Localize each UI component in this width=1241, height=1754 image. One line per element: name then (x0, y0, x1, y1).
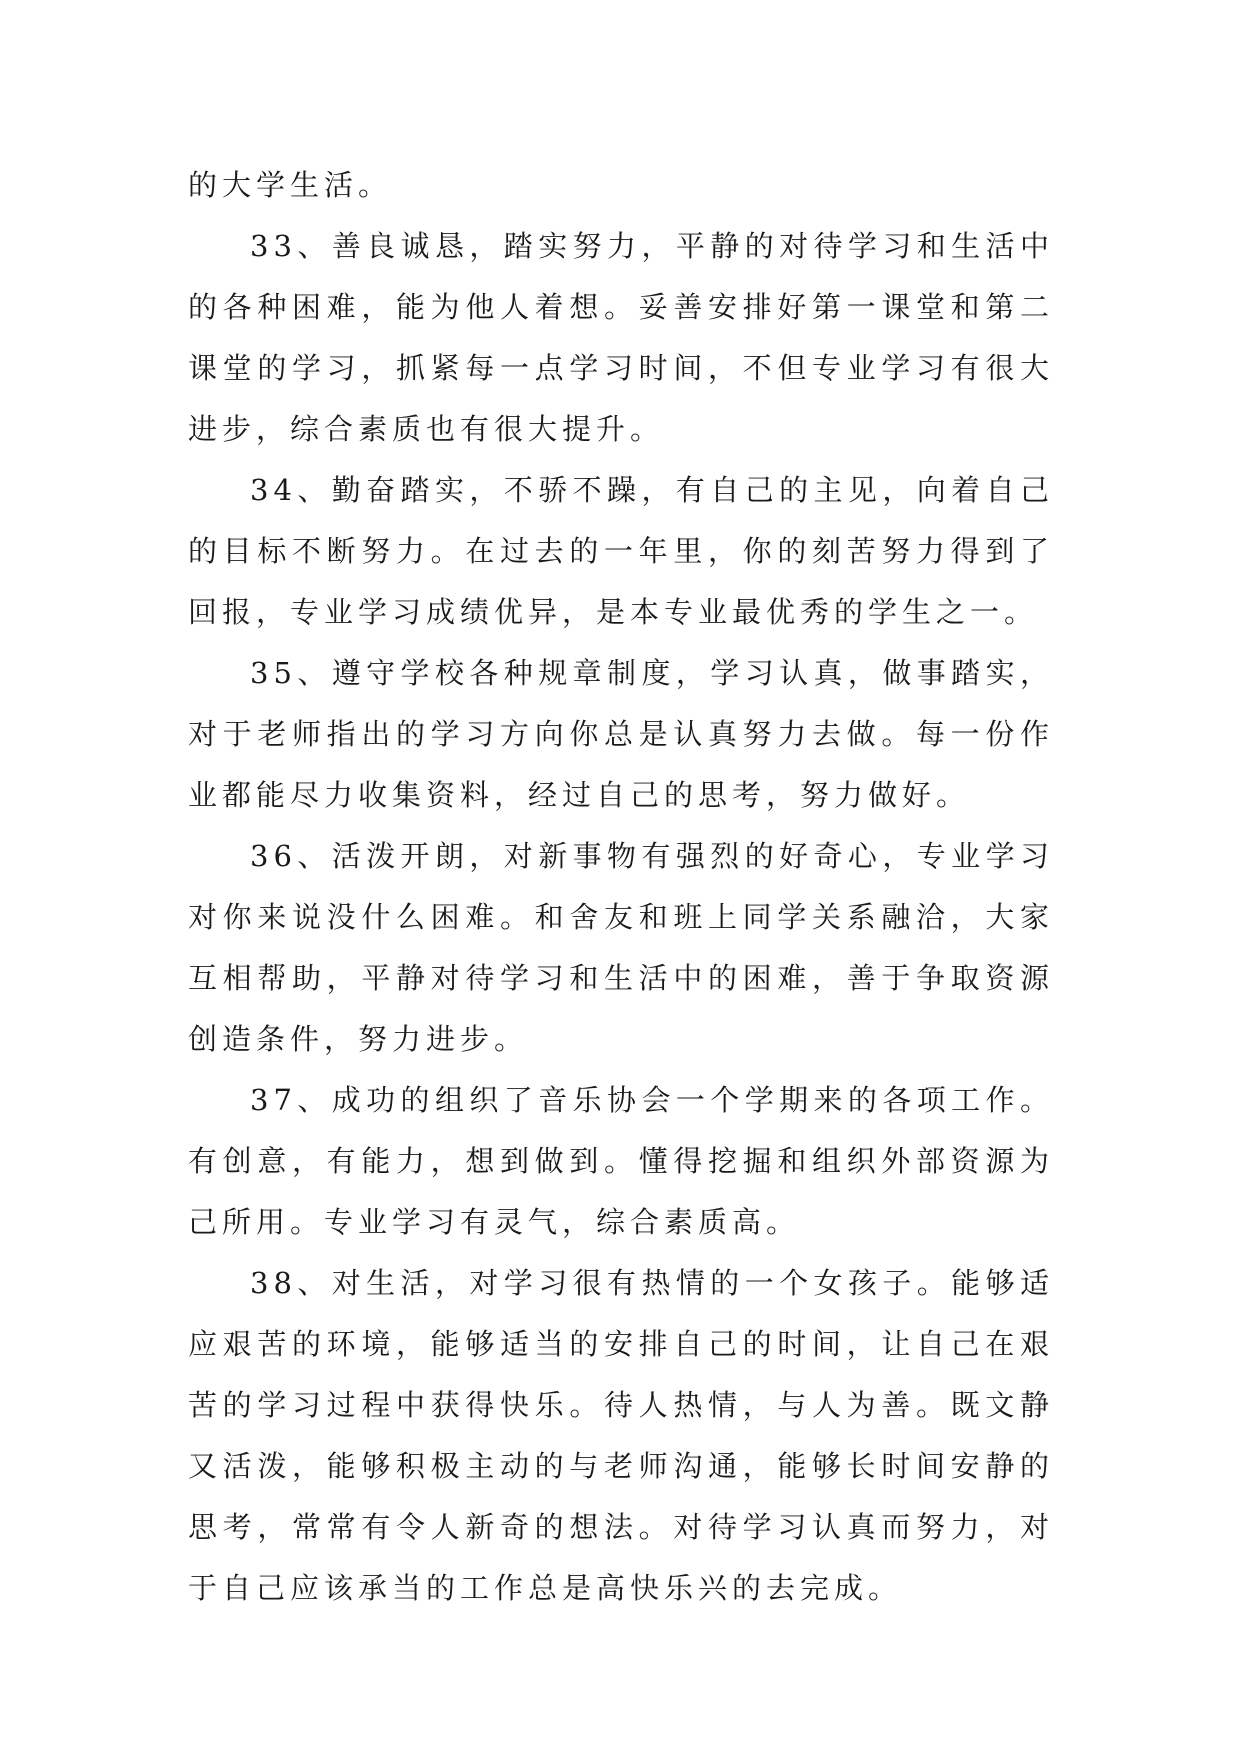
paragraph-33: 33、善良诚恳，踏实努力，平静的对待学习和生活中的各种困难，能为他人着想。妥善安排好第一课堂和第二课堂的学习，抓紧每一点学习时间，不但专业学习有很大进步，综合素质也有很大提升。 (188, 229, 1054, 446)
document-body (188, 155, 1054, 1619)
paragraph-37: 37、成功的组织了音乐协会一个学期来的各项工作。有创意，有能力，想到做到。懂得挖掘和组织外部资源为己所用。专业学习有灵气，综合素质高。 (188, 1083, 1054, 1239)
paragraph-36: 36、活泼开朗，对新事物有强烈的好奇心，专业学习对你来说没什么困难。和舍友和班上同学关系融洽，大家互相帮助，平静对待学习和生活中的困难，善于争取资源创造条件，努力进步。 (188, 839, 1054, 1056)
paragraph-34: 34、勤奋踏实，不骄不躁，有自己的主见，向着自己的目标不断努力。在过去的一年里，你的刻苦努力得到了回报，专业学习成绩优异，是本专业最优秀的学生之一。 (188, 473, 1054, 629)
paragraph-38: 38、对生活，对学习很有热情的一个女孩子。能够适应艰苦的环境，能够适当的安排自己的时间，让自己在艰苦的学习过程中获得快乐。待人热情，与人为善。既文静又活泼，能够积极主动的与老师沟通，能够长时间安静的思考，常常有令人新奇的想法。对待学习认真而努力，对于自己应该承当的工作总是高快乐兴的去完成。 (188, 1266, 1054, 1605)
paragraph-35: 35、遵守学校各种规章制度，学习认真，做事踏实，对于老师指出的学习方向你总是认真努力去做。每一份作业都能尽力收集资料，经过自己的思考，努力做好。 (188, 656, 1054, 812)
paragraph-continuation: 的大学生活。 (188, 168, 393, 202)
